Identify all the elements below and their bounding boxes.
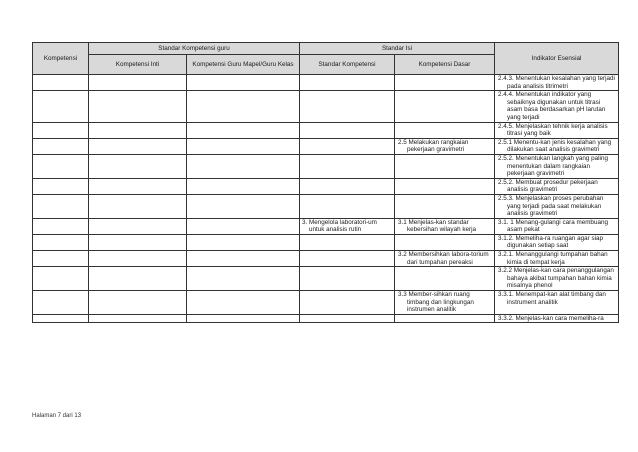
table-row <box>33 234 619 250</box>
cell-kompetensi-guru-mapel <box>187 218 300 234</box>
cell-kompetensi-dasar <box>395 178 495 194</box>
cell-kompetensi-inti <box>89 91 187 122</box>
cell-indikator-esensial: 3.3.1. Menempat-kan alat timbang dan instrument analitik <box>495 291 619 315</box>
cell-kompetensi <box>33 178 89 194</box>
cell-kompetensi <box>33 291 89 315</box>
cell-kompetensi-inti <box>89 138 187 154</box>
cell-kompetensi <box>33 314 89 323</box>
cell-standar-kompetensi <box>300 314 395 323</box>
cell-kompetensi-dasar: 3.2 Membersihkan labora-torium dari tumpahan pereaksi <box>395 251 495 267</box>
cell-kompetensi-inti <box>89 234 187 250</box>
cell-indikator-esensial: 2.4.5. Menjelaskan tehnik kerja analisis titrasi yang baik <box>495 122 619 138</box>
cell-indikator-esensial: 2.4.4. Menentukan indikator yang sebaiknya digunakan untuk titrasi asam basa berdasarkan pH larutan yang terjadi <box>495 91 619 122</box>
cell-kompetensi-dasar <box>395 194 495 218</box>
cell-kompetensi-guru-mapel <box>187 91 300 122</box>
cell-standar-kompetensi <box>300 234 395 250</box>
header-standar-isi: Standar Isi <box>300 43 495 55</box>
cell-kompetensi <box>33 194 89 218</box>
cell-kompetensi-guru-mapel <box>187 154 300 178</box>
cell-kompetensi-dasar: 3.1 Menjelas-kan standar kebersihan wilayah kerja <box>395 218 495 234</box>
cell-standar-kompetensi <box>300 75 395 91</box>
cell-indikator-esensial: 2.4.3. Menentukan kesalahan yang terjadi pada analisis titrimetri <box>495 75 619 91</box>
curriculum-table-page <box>32 42 618 323</box>
cell-kompetensi-guru-mapel <box>187 178 300 194</box>
table-row <box>33 178 619 194</box>
cell-kompetensi-inti <box>89 178 187 194</box>
cell-indikator-esensial: 2.5.2. Membuat prosedur pekerjaan analisis gravimetri <box>495 178 619 194</box>
cell-kompetensi-inti <box>89 218 187 234</box>
cell-indikator-esensial: 2.5.1 Menentu-kan jenis kesalahan yang dilakukan saat analisis gravimetri <box>495 138 619 154</box>
cell-kompetensi-guru-mapel <box>187 267 300 291</box>
cell-standar-kompetensi <box>300 154 395 178</box>
cell-kompetensi-guru-mapel <box>187 122 300 138</box>
header-standar-kompetensi: Standar Kompetensi <box>300 55 395 75</box>
cell-standar-kompetensi <box>300 178 395 194</box>
header-kompetensi-dasar: Kompetensi Dasar <box>395 55 495 75</box>
cell-indikator-esensial: 2.5.3. Menjelaskan proses perubahan yang terjadi pada saat melakukan analisis gravimetri <box>495 194 619 218</box>
cell-indikator-esensial: 3.1.2. Memeliha-ra ruangan agar siap digunakan setiap saat <box>495 234 619 250</box>
cell-standar-kompetensi <box>300 194 395 218</box>
cell-kompetensi <box>33 138 89 154</box>
cell-kompetensi-guru-mapel <box>187 291 300 315</box>
cell-kompetensi-dasar <box>395 75 495 91</box>
table-row <box>33 91 619 122</box>
competency-table <box>32 42 619 323</box>
cell-indikator-esensial: 3.2.1. Menanggulangi tumpahan bahan kimia di tempat kerja <box>495 251 619 267</box>
cell-standar-kompetensi: 3. Mengelola laboratori-um untuk analisis rutin <box>300 218 395 234</box>
cell-kompetensi-guru-mapel <box>187 75 300 91</box>
cell-kompetensi <box>33 122 89 138</box>
table-row <box>33 251 619 267</box>
header-kompetensi-guru-mapel: Kompetensi Guru Mapel/Guru Kelas <box>187 55 300 75</box>
header-standar-kompetensi-guru: Standar Kompetensi guru <box>89 43 300 55</box>
cell-kompetensi-dasar: 3.3 Member-sihkan ruang timbang dan lingkungan instrumen analitik <box>395 291 495 315</box>
cell-kompetensi-guru-mapel <box>187 194 300 218</box>
cell-kompetensi <box>33 91 89 122</box>
header-kompetensi: Kompetensi <box>33 43 89 75</box>
page-footer: Halaman 7 dari 13 <box>32 413 82 419</box>
cell-kompetensi-inti <box>89 291 187 315</box>
header-kompetensi-inti: Kompetensi Inti <box>89 55 187 75</box>
table-row <box>33 314 619 323</box>
table-row <box>33 154 619 178</box>
cell-kompetensi-dasar <box>395 122 495 138</box>
cell-kompetensi-guru-mapel <box>187 138 300 154</box>
cell-standar-kompetensi <box>300 122 395 138</box>
cell-indikator-esensial: 3.3.2. Menjelas-kan cara memeliha-ra <box>495 314 619 323</box>
cell-kompetensi-dasar <box>395 267 495 291</box>
cell-kompetensi-dasar <box>395 314 495 323</box>
cell-standar-kompetensi <box>300 91 395 122</box>
cell-kompetensi-inti <box>89 194 187 218</box>
header-indikator-esensial: Indikator Esensial <box>495 43 619 75</box>
cell-kompetensi-dasar <box>395 91 495 122</box>
table-row <box>33 291 619 315</box>
cell-kompetensi <box>33 267 89 291</box>
cell-standar-kompetensi <box>300 251 395 267</box>
cell-kompetensi <box>33 251 89 267</box>
table-row <box>33 75 619 91</box>
cell-kompetensi-inti <box>89 267 187 291</box>
table-row <box>33 122 619 138</box>
cell-kompetensi-inti <box>89 122 187 138</box>
table-row <box>33 194 619 218</box>
cell-kompetensi-dasar: 2.5 Melakukan rangkaian pekerjaan gravimetri <box>395 138 495 154</box>
cell-kompetensi-dasar <box>395 154 495 178</box>
cell-kompetensi <box>33 234 89 250</box>
cell-indikator-esensial: 3.2.2 Menjelas-kan cara penanggulangan bahaya akibat tumpahan bahan kimia misalnya phenol <box>495 267 619 291</box>
cell-standar-kompetensi <box>300 291 395 315</box>
table-row <box>33 218 619 234</box>
cell-kompetensi-inti <box>89 154 187 178</box>
cell-kompetensi-guru-mapel <box>187 251 300 267</box>
table-row <box>33 267 619 291</box>
cell-kompetensi <box>33 154 89 178</box>
cell-indikator-esensial: 2.5.2. Menentukan langkah yang paling menentukan dalam rangkaian pekerjaan gravimetri <box>495 154 619 178</box>
table-row <box>33 138 619 154</box>
cell-kompetensi-guru-mapel <box>187 314 300 323</box>
cell-standar-kompetensi <box>300 138 395 154</box>
cell-kompetensi-dasar <box>395 234 495 250</box>
cell-kompetensi-guru-mapel <box>187 234 300 250</box>
cell-kompetensi <box>33 75 89 91</box>
cell-standar-kompetensi <box>300 267 395 291</box>
cell-kompetensi-inti <box>89 314 187 323</box>
cell-kompetensi-inti <box>89 75 187 91</box>
cell-indikator-esensial: 3.1. 1 Menang-gulangi cara membuang asam pekat <box>495 218 619 234</box>
cell-kompetensi-inti <box>89 251 187 267</box>
cell-kompetensi <box>33 218 89 234</box>
